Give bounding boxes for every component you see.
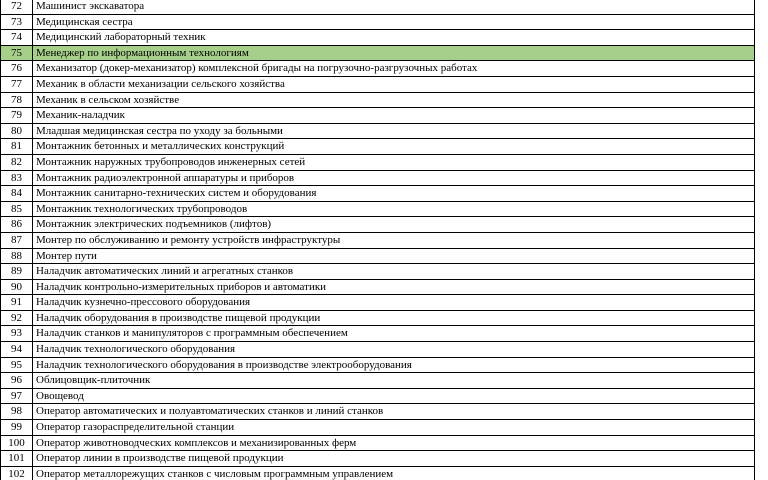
row-number: 92 [1,310,33,326]
profession-name: Наладчик кузнечно-прессового оборудования [33,295,755,311]
table-row [1,248,755,264]
profession-name: Монтажник электрических подъемников (лифтов) [33,217,755,233]
table-row [1,326,755,342]
profession-name: Наладчик автоматических линий и агрегатных станков [33,264,755,280]
row-number: 76 [1,61,33,77]
profession-name: Медицинская сестра [33,14,755,30]
row-number: 79 [1,108,33,124]
profession-name: Механизатор (докер-механизатор) комплексной бригады на погрузочно-разгрузочных работах [33,61,755,77]
row-number: 75 [1,45,33,61]
table-row [1,108,755,124]
table-row [1,435,755,451]
table-row [1,14,755,30]
row-number: 85 [1,201,33,217]
table-row [1,310,755,326]
row-number: 72 [1,0,33,14]
row-number: 90 [1,279,33,295]
row-number: 81 [1,139,33,155]
table-row [1,76,755,92]
profession-name: Наладчик технологического оборудования в производстве электрооборудования [33,357,755,373]
profession-name: Монтер по обслуживанию и ремонту устройств инфраструктуры [33,232,755,248]
row-number: 87 [1,232,33,248]
profession-name: Оператор животноводческих комплексов и механизированных ферм [33,435,755,451]
table-row [1,279,755,295]
row-number: 78 [1,92,33,108]
profession-name: Механик-наладчик [33,108,755,124]
table-row [1,139,755,155]
row-number: 93 [1,326,33,342]
profession-name: Наладчик станков и манипуляторов с программным обеспечением [33,326,755,342]
row-number: 86 [1,217,33,233]
row-number: 102 [1,466,33,480]
table-row [1,342,755,358]
row-number: 80 [1,123,33,139]
profession-name: Медицинский лабораторный техник [33,30,755,46]
table-row [1,0,755,14]
profession-name: Младшая медицинская сестра по уходу за больными [33,123,755,139]
row-number: 83 [1,170,33,186]
table-row [1,404,755,420]
table-row [1,466,755,480]
table-row [1,61,755,77]
row-number: 77 [1,76,33,92]
table-row [1,217,755,233]
row-number: 97 [1,388,33,404]
profession-name: Оператор металлорежущих станков с числовым программным управлением [33,466,755,480]
table-row [1,30,755,46]
profession-name: Механик в сельском хозяйстве [33,92,755,108]
table-row [1,201,755,217]
table-row [1,170,755,186]
profession-name: Монтажник технологических трубопроводов [33,201,755,217]
profession-name: Оператор автоматических и полуавтоматических станков и линий станков [33,404,755,420]
row-number: 89 [1,264,33,280]
profession-name: Оператор газораспределительной станции [33,420,755,436]
table-row [1,232,755,248]
profession-name: Овощевод [33,388,755,404]
table-row [1,388,755,404]
profession-name: Механик в области механизации сельского хозяйства [33,76,755,92]
profession-table-body [1,0,755,480]
table-row [1,451,755,467]
profession-name: Монтажник бетонных и металлических конструкций [33,139,755,155]
table-row-highlighted [1,45,755,61]
profession-name: Монтажник наружных трубопроводов инженерных сетей [33,154,755,170]
profession-name: Монтер пути [33,248,755,264]
profession-name: Облицовщик-плиточник [33,373,755,389]
row-number: 98 [1,404,33,420]
row-number: 84 [1,186,33,202]
profession-name: Наладчик контрольно-измерительных приборов и автоматики [33,279,755,295]
row-number: 100 [1,435,33,451]
table-row [1,373,755,389]
table-row [1,92,755,108]
row-number: 95 [1,357,33,373]
row-number: 91 [1,295,33,311]
profession-name: Наладчик технологического оборудования [33,342,755,358]
row-number: 99 [1,420,33,436]
profession-name: Монтажник радиоэлектронной аппаратуры и приборов [33,170,755,186]
table-row [1,357,755,373]
profession-name: Наладчик оборудования в производстве пищевой продукции [33,310,755,326]
row-number: 82 [1,154,33,170]
profession-name: Менеджер по информационным технологиям [33,45,755,61]
row-number: 88 [1,248,33,264]
table-row [1,123,755,139]
table-row [1,295,755,311]
table-row [1,154,755,170]
row-number: 73 [1,14,33,30]
profession-name: Монтажник санитарно-технических систем и оборудования [33,186,755,202]
row-number: 101 [1,451,33,467]
row-number: 74 [1,30,33,46]
profession-name: Машинист экскаватора [33,0,755,14]
profession-name: Оператор линии в производстве пищевой продукции [33,451,755,467]
table-row [1,420,755,436]
table-row [1,264,755,280]
row-number: 94 [1,342,33,358]
table-row [1,186,755,202]
row-number: 96 [1,373,33,389]
